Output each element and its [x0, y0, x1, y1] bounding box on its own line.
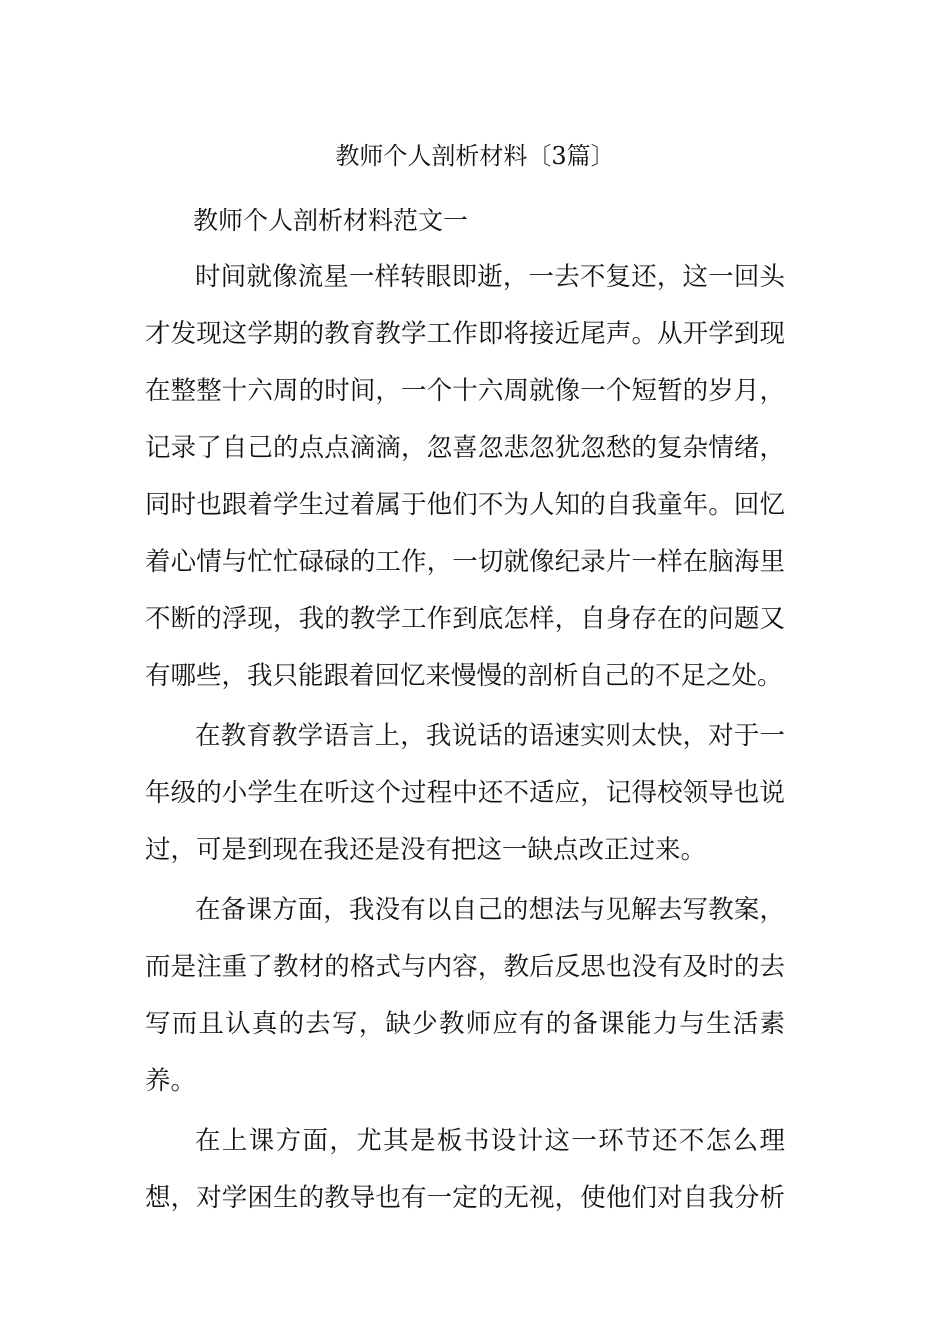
paragraph-3-line-1: 在备课方面，我没有以自己的想法与见解去写教案，: [195, 895, 785, 925]
paragraph-1-line-1: 时间就像流星一样转眼即逝，一去不复还，这一回头: [195, 262, 785, 292]
paragraph-1-line-3: 在整整十六周的时间，一个十六周就像一个短暂的岁月，: [145, 376, 785, 406]
paragraph-2-line-3: 过，可是到现在我还是没有把这一缺点改正过来。: [145, 835, 707, 865]
paragraph-3-line-2: 而是注重了教材的格式与内容，教后反思也没有及时的去: [145, 952, 785, 982]
paragraph-1-line-8: 有哪些，我只能跟着回忆来慢慢的剖析自己的不足之处。: [145, 661, 783, 691]
paragraph-3-line-3: 写而且认真的去写，缺少教师应有的备课能力与生活素: [145, 1009, 785, 1039]
paragraph-1-line-4: 记录了自己的点点滴滴，忽喜忽悲忽犹忽愁的复杂情绪，: [145, 433, 785, 463]
paragraph-1-line-7: 不断的浮现，我的教学工作到底怎样，自身存在的问题又: [145, 604, 785, 634]
paragraph-1-line-6: 着心情与忙忙碌碌的工作，一切就像纪录片一样在脑海里: [145, 547, 785, 577]
paragraph-2-line-2: 年级的小学生在听这个过程中还不适应，记得校领导也说: [145, 778, 785, 808]
paragraph-2-line-1: 在教育教学语言上，我说话的语速实则太快，对于一: [195, 721, 785, 751]
paragraph-4-line-2: 想，对学困生的教导也有一定的无视，使他们对自我分析: [145, 1183, 785, 1213]
paragraph-1-line-2: 才发现这学期的教育教学工作即将接近尾声。从开学到现: [145, 319, 785, 349]
paragraph-1-line-5: 同时也跟着学生过着属于他们不为人知的自我童年。回忆: [145, 490, 785, 520]
document-subtitle: 教师个人剖析材料范文一: [193, 206, 469, 235]
paragraph-3-line-4: 养。: [145, 1066, 197, 1096]
document-title: 教师个人剖析材料〔3篇〕: [335, 142, 615, 170]
paragraph-4-line-1: 在上课方面，尤其是板书设计这一环节还不怎么理: [195, 1126, 785, 1156]
